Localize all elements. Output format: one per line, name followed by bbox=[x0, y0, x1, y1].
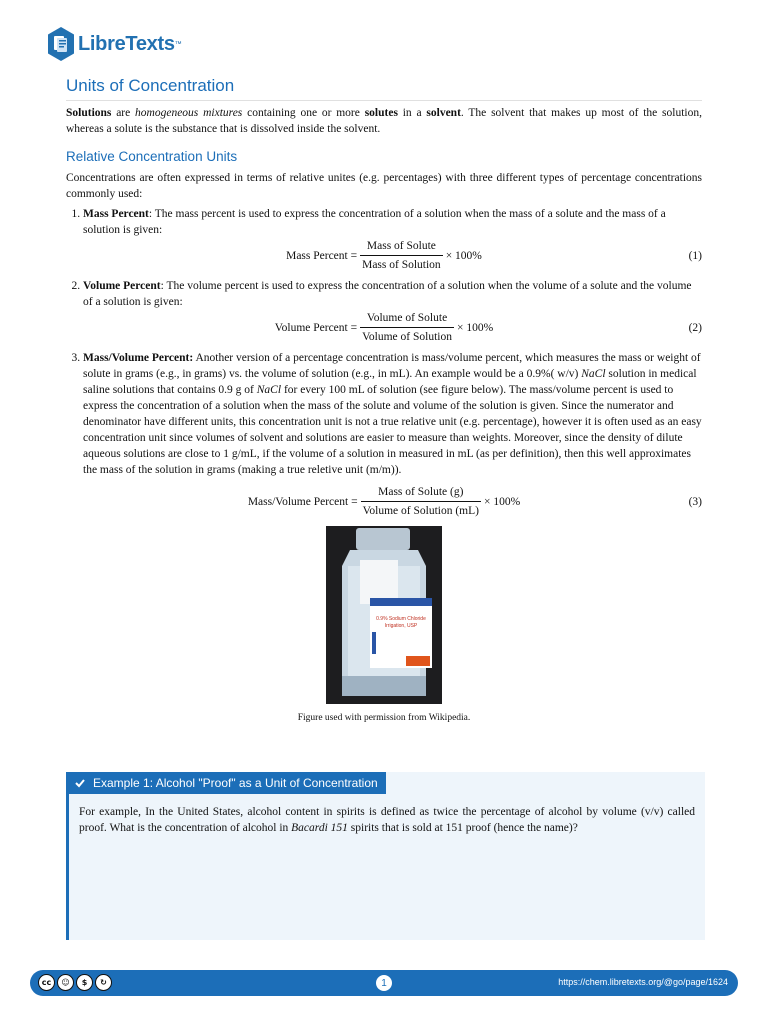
eq-number: (1) bbox=[688, 250, 702, 262]
eq-rhs: × 100% bbox=[456, 321, 494, 334]
item-text-b: solution in medical saline solutions that contains 0.9 g of bbox=[83, 368, 697, 396]
checkmark-icon bbox=[75, 778, 85, 788]
example-box bbox=[66, 772, 705, 940]
intro-text-1: are bbox=[111, 107, 136, 119]
eq-fraction bbox=[360, 238, 443, 273]
term-homogeneous: homogeneous mixtures bbox=[135, 107, 243, 119]
eq-denominator: Volume of Solution (mL) bbox=[361, 501, 481, 519]
example-brand: Bacardi 151 bbox=[291, 822, 348, 834]
item-text-c: for every 100 mL of solution (see figure below). The mass/volume percent is used to express the concentration of a solution when the mass of the solute and volume of the solution is given. Since the numerator and denominator have different units, this concentration unit is not a true relative unit (e.g. percentage), however it is often used as an easy concentration unit since volumes of solvent and solutions are easier to measure than weights. Moreover, since the density of dilute aqueous solutions are close to 1 g/mL, if the volume of a solution in measured in mL (as per definition), then this well approximates the mass of the solution in grams (making a true reletive unit (m/m)). bbox=[83, 384, 702, 476]
list-item-volume-percent bbox=[83, 278, 702, 346]
example-text-a: For example, In the United States, alcohol content in spirits is defined as twice the percentage of alcohol by volume (v/v) called proof. What is the concentration of alcohol in bbox=[79, 806, 695, 834]
eq-rhs: × 100% bbox=[483, 495, 521, 508]
label-line-1: 0.9% Sodium Chloride bbox=[376, 616, 426, 622]
intro-paragraph bbox=[66, 105, 702, 137]
brand-tm: ™ bbox=[174, 40, 182, 48]
eq-denominator: Mass of Solution bbox=[360, 255, 443, 273]
nacl-formula: NaCl bbox=[581, 368, 606, 380]
page-url-link[interactable]: https://chem.libretexts.org/@go/page/1624 bbox=[558, 977, 728, 987]
page-number: 1 bbox=[376, 975, 392, 991]
section-intro: Concentrations are often expressed in terms of relative unites (e.g. percentages) with three different types of percentage concentrations commonly used: bbox=[66, 172, 702, 200]
example-title: Example 1: Alcohol "Proof" as a Unit of Concentration bbox=[93, 776, 378, 790]
eq-numerator: Volume of Solute bbox=[366, 312, 448, 324]
eq-number: (2) bbox=[688, 322, 702, 334]
eq-lhs: Volume Percent = bbox=[274, 321, 358, 334]
saline-bottle-photo bbox=[326, 526, 442, 704]
item-term: Mass/Volume Percent: bbox=[83, 352, 194, 364]
eq-numerator: Mass of Solute (g) bbox=[378, 486, 464, 498]
eq-fraction bbox=[361, 484, 481, 519]
eq-denominator: Volume of Solution bbox=[360, 327, 454, 345]
list-item-mass-percent bbox=[83, 206, 702, 274]
intro-text-2: containing one or more bbox=[242, 107, 365, 119]
eq-lhs: Mass/Volume Percent = bbox=[247, 495, 358, 508]
list-item-mass-volume-percent bbox=[83, 350, 702, 520]
item-text: : The mass percent is used to express the concentration of a solution when the mass of a solute and the mass of a solution is given: bbox=[83, 208, 666, 236]
example-header[interactable] bbox=[69, 772, 386, 794]
term-solutes: solutes bbox=[364, 107, 398, 119]
item-text: : The volume percent is used to express the concentration of a solution when the volume of a solute and the volume of a solution is given: bbox=[83, 280, 692, 308]
article-content bbox=[66, 76, 702, 723]
nc-icon: $ bbox=[76, 974, 93, 991]
by-icon: ☺ bbox=[57, 974, 74, 991]
bottle-illustration bbox=[326, 526, 442, 704]
equation-3 bbox=[66, 484, 702, 520]
equation-1 bbox=[66, 238, 702, 274]
term-solvent: solvent bbox=[426, 107, 461, 119]
example-body bbox=[79, 804, 695, 836]
intro-text-4: . The solvent that makes up most of the solution, whereas a solute is the substance that is dissolved inside the solvent. bbox=[66, 107, 702, 135]
eq-numerator: Mass of Solute bbox=[366, 240, 436, 252]
item-term: Mass Percent bbox=[83, 208, 149, 220]
page-footer bbox=[30, 970, 738, 996]
libretexts-logo[interactable] bbox=[46, 26, 182, 62]
section-title: Relative Concentration Units bbox=[66, 149, 238, 164]
cc-license-badge[interactable] bbox=[38, 974, 112, 991]
eq-rhs: × 100% bbox=[445, 249, 482, 262]
cc-icon: cc bbox=[38, 974, 55, 991]
term-solutions: Solutions bbox=[66, 107, 112, 119]
label-line-2: Irrigation, USP bbox=[384, 623, 418, 629]
page-title: Units of Concentration bbox=[66, 76, 702, 101]
figure bbox=[66, 526, 702, 723]
nacl-formula: NaCl bbox=[256, 384, 282, 396]
example-text-b: spirits that is sold at 151 proof (hence the name)? bbox=[347, 822, 578, 834]
equation-2 bbox=[66, 310, 702, 346]
eq-lhs: Mass Percent = bbox=[286, 249, 358, 262]
item-text-a: Another version of a percentage concentration is mass/volume percent, which measures the mass or weight of solute in grams (e.g., in grams) vs. the volume of solution (e.g., in mL). An example would be a 0.9%( w/v) bbox=[83, 352, 701, 380]
sa-icon: ↻ bbox=[95, 974, 112, 991]
figure-caption: Figure used with permission from Wikipedia. bbox=[297, 713, 471, 723]
eq-fraction bbox=[360, 310, 454, 345]
concentration-list bbox=[66, 206, 702, 520]
brand-name: LibreTexts bbox=[78, 32, 175, 55]
libretexts-hexagon-icon bbox=[46, 26, 76, 62]
eq-number: (3) bbox=[688, 496, 702, 508]
intro-text-3: in a bbox=[397, 107, 427, 119]
item-term: Volume Percent bbox=[83, 280, 161, 292]
